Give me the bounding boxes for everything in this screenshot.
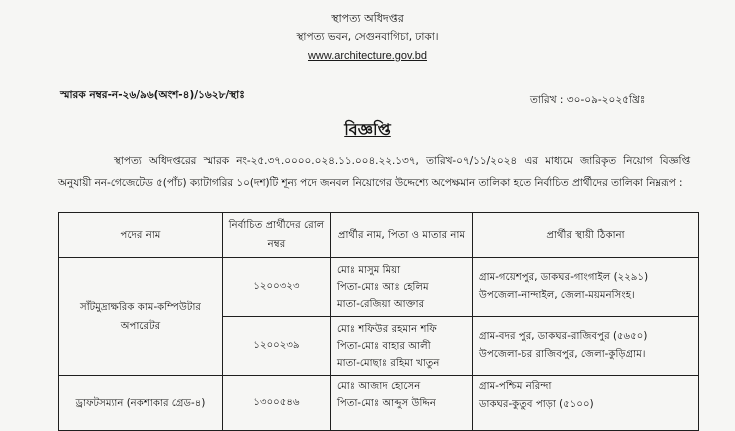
roll-number: ১২০০৩২৩ (223, 258, 331, 317)
table-row (59, 376, 699, 431)
selected-candidates-table (58, 212, 699, 431)
header-post: পদের নাম (59, 213, 223, 258)
memo-number: স্মারক নম্বর-ন-২৬/৯৬(অংশ-৪)/১৬২৮/স্থাঃ (60, 89, 245, 101)
candidate-name: মোঃ শফিউর রহমান শফি (337, 323, 437, 335)
address-line-1: গ্রাম-গয়েশপুর, ডাকঘর-গাংগাইল (২২৯১) (479, 272, 649, 283)
candidate-cell (331, 317, 473, 376)
title-wrap (0, 117, 735, 144)
notice-body: স্থাপত্য অধিদপ্তরের স্মারক নং-২৫.৩৭.০০০০.০২৪.১১.০০৪.২২.১৩৭, তারিখ-০৭/১১/২০২৪ এর মাধ্যমে জারিকৃত নিয়োগ বিজ্ঞপ্তি অনুযায়ী নন-গেজেটেড ৫(পাঁচ) ক্যাটাগরির ১০(দশ)টি শূন্য পদে জনবল নিয়োগের উদ্দেশ্যে অপেক্ষমান তালিকা হতে নির্বাচিত প্রার্থীদের তালিকা নিম্নরূপ : (58, 155, 690, 189)
roll-number: ১৩০০৫৪৬ (223, 376, 331, 431)
address-cell (473, 317, 699, 376)
candidate-father: পিতা-মোঃ আঃ হেলিম (337, 281, 429, 293)
candidate-cell (331, 258, 473, 317)
table-header-row (59, 213, 699, 258)
candidate-name: মোঃ মাসুম মিয়া (337, 264, 401, 276)
post-name: সাঁটমুদ্রাক্ষরিক কাম-কম্পিউটার অপারেটর (59, 258, 223, 376)
candidate-cell (331, 376, 473, 431)
header-candidate: প্রার্থীর নাম, পিতা ও মাতার নাম (331, 213, 473, 258)
office-name: স্থাপত্য অধিদপ্তর (331, 12, 404, 25)
address-line-2: উপজেলা-নান্দাইল, জেলা-ময়মনসিংহ। (479, 290, 635, 301)
address-line-2: ডাকঘর-কুতুব পাড়া (৫১০০) (479, 399, 594, 410)
address-cell (473, 258, 699, 317)
address-cell (473, 376, 699, 431)
address-line-1: গ্রাম-পশ্চিম নরিন্দা (479, 381, 552, 392)
header-roll: নির্বাচিত প্রার্থীদের রোল নম্বর (223, 213, 331, 258)
address-line-1: গ্রাম-বদর পুর, ডাকঘর-রাজিবপুর (৫৬৫০) (479, 331, 648, 342)
address-line-2: উপজেলা-চর রাজিবপুর, জেলা-কুড়িগ্রাম। (479, 349, 646, 360)
candidate-mother: মাতা-মোছাঃ রহিমা খাতুন (337, 357, 440, 369)
office-address: স্থাপত্য ভবন, সেগুনবাগিচা, ঢাকা। (296, 31, 439, 43)
notice-title: বিজ্ঞপ্তি (344, 120, 391, 139)
candidate-name: মোঃ আজাদ হোসেন (337, 381, 421, 392)
table-row (59, 258, 699, 317)
header-address: প্রার্থীর স্থায়ী ঠিকানা (473, 213, 699, 258)
candidate-father: পিতা-মোঃ বাহার আলী (337, 340, 431, 352)
roll-number: ১২০০২৩৯ (223, 317, 331, 376)
notice-date: তারিখ : ৩০-০৯-২০২৫খ্রিঃ (530, 94, 646, 106)
candidate-mother: মাতা-রেজিয়া আক্তার (337, 298, 425, 310)
website-link[interactable]: www.architecture.gov.bd (307, 50, 428, 62)
candidate-father: পিতা-মোঃ আব্দুস উদ্দিন (337, 398, 436, 409)
post-name: ড্রাফটসম্যান (নকশাকার গ্রেড-৪) (59, 376, 223, 431)
